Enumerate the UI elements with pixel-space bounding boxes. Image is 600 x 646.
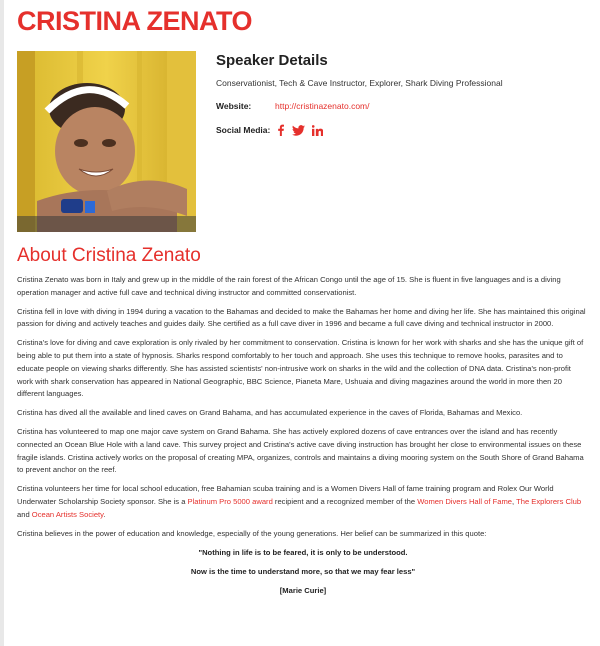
about-paragraph-4: Cristina has dived all the available and lined caves on Grand Bahama, and has accumulated experience in the caves of Florida, Bahamas and Mexico.: [17, 408, 523, 418]
paragraph-6-text-5: .: [103, 509, 106, 519]
facebook-icon[interactable]: [277, 124, 285, 136]
platinum-pro-award-link[interactable]: Platinum Pro 5000 award: [187, 497, 273, 507]
paragraph-6-text-3: ,: [512, 497, 517, 507]
speaker-portrait-image: [17, 51, 196, 232]
speaker-tagline: Conservationist, Tech & Cave Instructor, Explorer, Shark Diving Professional: [216, 78, 503, 88]
quote-line-1: "Nothing in life is to be feared, it is only to be understood.: [198, 547, 408, 557]
about-paragraph-7: Cristina believes in the power of education and knowledge, especially of the young generations. Her belief can be summarized in this quote:: [17, 528, 487, 538]
about-heading: About Cristina Zenato: [17, 245, 201, 266]
linkedin-icon[interactable]: [312, 125, 323, 136]
website-link[interactable]: http://cristinazenato.com/: [275, 101, 370, 111]
speaker-details-heading: Speaker Details: [216, 52, 328, 69]
quote-line-2: Now is the time to understand more, so that we may fear less": [190, 566, 416, 576]
about-paragraph-1: Cristina Zenato was born in Italy and grew up in the middle of the rain forest of the African Congo until the age of 15. She is fluent in five languages and is a diving operation manager and active full cave and technical diving instructor and committed conservationist.: [17, 275, 561, 297]
social-icons: [277, 123, 323, 137]
speaker-details: [216, 51, 586, 137]
ocean-artists-society-link[interactable]: Ocean Artists Society: [31, 509, 104, 519]
paragraph-6-text-1: Cristina volunteers her time for local school education, free Bahamian scuba training and is a Women Divers Hall of fame training program and Rolex Our World Underwater Scholarship Society sponsor. She is a: [17, 484, 554, 507]
about-paragraph-2: Cristina fell in love with diving in 1994 during a vacation to the Bahamas and decided to make the Bahamas her home and diving her life. She has maintained this original passion for diving and actively teaches and guides daily. She certified as a full cave diver in 1996 and became a full cave diving and technical instructor in 2000.: [17, 306, 586, 329]
twitter-icon[interactable]: [292, 125, 305, 136]
about-paragraph-3: Cristina's love for diving and cave exploration is only rivaled by her commitment to conservation. Cristina is known for her work with sharks and she has the unique gift of being able to put them into a state of hypnosis. Sharks respond comfortably to her touch and approach. She uses this technique to remove hooks, parasites and to educate people on viewing sharks differently. She has assisted scientists' non-intrusive work on sharks in the wild and the collection of DNA data. Cristina's non-profit work with shark conservation has appeared in National Geographic, BBC Science, Pianeta Mare, Ushuaia and diving magazines around the world in more then 20 different languages.: [17, 338, 584, 399]
paragraph-6-text-4: and: [17, 509, 32, 519]
about-paragraph-5: Cristina has volunteered to map one major cave system on Grand Bahama. She has actively explored dozens of cave entrances over the island and has recently connected an Ocean Blue Hole with a land cave. This survey project and Cristina's active cave diving instruction has brought her close to environmental issues on these fragile islands. Cristina actively works on the proposal of creating MPA, organizes, controls and maintains a diving mooring system on the South Shore of Grand Bahama to prevent anchor on the reef.: [17, 427, 584, 475]
website-row: [216, 99, 586, 113]
paragraph-6-text-2: recipient and a recognized member of the: [272, 497, 418, 507]
left-border: [0, 0, 4, 646]
women-divers-hall-of-fame-link[interactable]: Women Divers Hall of Fame: [417, 497, 512, 507]
speaker-photo: [17, 51, 196, 232]
explorers-club-link[interactable]: The Explorers Club: [516, 497, 582, 507]
website-label: Website:: [216, 101, 252, 111]
page-title: CRISTINA ZENATO: [17, 6, 252, 36]
quote-author: [Marie Curie]: [279, 585, 327, 595]
about-body: [17, 274, 589, 604]
about-paragraph-6: [17, 483, 589, 521]
social-media-row: [216, 123, 586, 137]
social-media-label: Social Media:: [216, 125, 271, 135]
